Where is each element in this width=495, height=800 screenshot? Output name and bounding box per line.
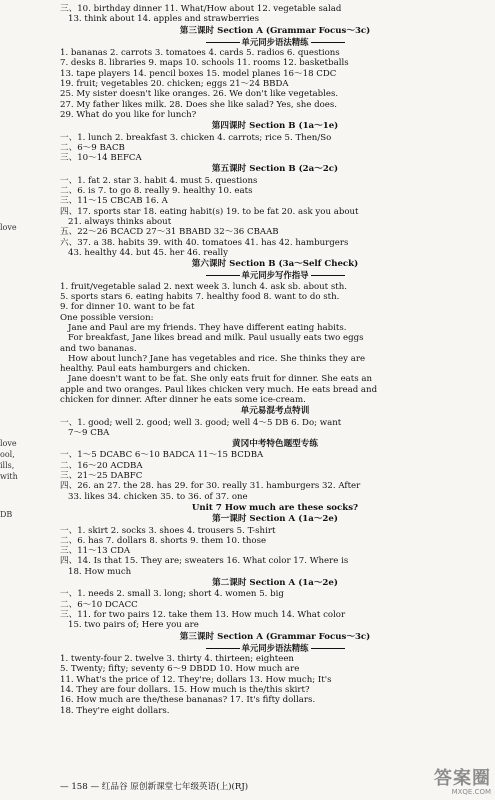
answer-line: 33. likes 34. chicken 35. to 36. of 37. one xyxy=(68,491,248,502)
edge-fragment: love xyxy=(0,439,17,448)
heading-rule xyxy=(206,42,240,43)
section-heading: 第三课时 Section A (Grammar Focus～3c) xyxy=(179,25,371,36)
section-heading: 第五课时 Section B (2a～2c) xyxy=(211,164,339,175)
answer-line: 13. tape players 14. pencil boxes 15. model planes 16～18 CDC xyxy=(60,68,337,79)
answer-line: 7. desks 8. libraries 9. maps 10. schools 11. rooms 12. basketballs xyxy=(60,58,349,69)
subsection-heading xyxy=(60,37,490,47)
section-heading: 第四课时 Section B (1a～1e) xyxy=(211,121,339,132)
answer-line: Jane and Paul are my friends. They have different eating habits. xyxy=(68,322,347,333)
section-heading: Unit 7 How much are these socks? xyxy=(191,502,359,513)
page-footer: — 158 — 红品谷 原创新课堂七年级英语(上)(RJ) xyxy=(60,781,249,792)
answer-line: 四、26. an 27. the 28. has 29. for 30. really 31. hamburgers 32. After xyxy=(60,481,361,492)
section-heading: 第六课时 Section B (3a～Self Check) xyxy=(191,259,359,270)
answer-line: 9. for dinner 10. want to be fat xyxy=(60,302,195,313)
answer-line: 四、14. Is that 15. They are; sweaters 16. What color 17. Where is xyxy=(60,556,349,567)
heading-rule xyxy=(206,275,240,276)
edge-fragment: ool, xyxy=(0,450,15,459)
edge-fragment: with xyxy=(0,472,18,481)
answer-line: 13. think about 14. apples and strawberries xyxy=(68,14,260,25)
watermark-logo xyxy=(405,770,491,796)
answer-line: 5. Twenty; fifty; seventy 6～9 DBDD 10. How much are xyxy=(60,664,300,675)
answer-line: How about lunch? Jane has vegetables and rice. She thinks they are xyxy=(68,353,366,364)
answer-line: 7～9 CBA xyxy=(68,427,110,438)
answer-line: healthy. Paul eats hamburgers and chicken. xyxy=(60,364,251,375)
answer-line: 15. two pairs of; Here you are xyxy=(68,620,199,631)
subsection-heading-text: 单元同步语法精练 xyxy=(241,642,309,653)
edge-fragment: ills, xyxy=(0,461,15,470)
section-heading: 第三课时 Section A (Grammar Focus～3c) xyxy=(179,631,371,642)
answer-line: 25. My sister doesn't like oranges. 26. We don't like vegetables. xyxy=(60,89,339,100)
answer-line: and two bananas. xyxy=(60,343,137,354)
answer-line: 二、6. has 7. dollars 8. shorts 9. them 10. those xyxy=(60,535,267,546)
section-heading: 单元易混考点特训 xyxy=(240,406,310,417)
answer-line: 一、1. skirt 2. socks 3. shoes 4. trousers 5. T-shirt xyxy=(60,525,276,536)
watermark-text: 答案圈 xyxy=(434,768,491,789)
answer-line: 一、1. fat 2. star 3. habit 4. must 5. questions xyxy=(60,175,258,186)
answer-line: 18. They're eight dollars. xyxy=(60,705,170,716)
answer-line: 三、10. birthday dinner 11. What/How about 12. vegetable salad xyxy=(60,4,342,14)
answer-line: 11. What's the price of 12. They're; dollars 13. How much; It's xyxy=(60,674,332,685)
heading-rule xyxy=(311,648,345,649)
answer-line: 三、10～14 BEFCA xyxy=(60,153,142,164)
answer-line: 二、6. is 7. to go 8. really 9. healthy 10. eats xyxy=(60,186,253,197)
answer-line: One possible version: xyxy=(60,312,154,323)
answer-line: 三、21～25 DABFC xyxy=(60,471,143,482)
answer-line: 21. always thinks about xyxy=(68,216,172,227)
heading-rule xyxy=(311,275,345,276)
answer-line: 1. bananas 2. carrots 3. tomatoes 4. cards 5. radios 6. questions xyxy=(60,48,340,59)
answer-line: 三、11～15 CBCAB 16. A xyxy=(60,196,168,207)
answer-line: 二、16～20 ACDBA xyxy=(60,460,143,471)
answer-line: 六、37. a 38. habits 39. with 40. tomatoes 41. has 42. hamburgers xyxy=(60,237,349,248)
answer-content xyxy=(60,4,490,716)
answer-line: 14. They are four dollars. 15. How much is the/this skirt? xyxy=(60,685,310,695)
answer-line: 三、11. for two pairs 12. take them 13. How much 14. What color xyxy=(60,609,346,620)
heading-rule xyxy=(206,648,240,649)
answer-line: 29. What do you like for lunch? xyxy=(60,109,197,120)
section-heading: 第一课时 Section A (1a～2e) xyxy=(212,514,338,525)
section-heading: 黄冈中考特色题型专练 xyxy=(232,439,318,450)
subsection-heading xyxy=(60,270,490,280)
answer-line: 27. My father likes milk. 28. Does she like salad? Yes, she does. xyxy=(60,99,338,110)
answer-line: 三、11～13 CDA xyxy=(60,546,131,557)
answer-line: 一、1. needs 2. small 3. long; short 4. women 5. big xyxy=(60,589,284,600)
answer-line: 一、1. good; well 2. good; well 3. good; well 4～5 DB 6. Do; want xyxy=(60,417,342,428)
edge-fragment: love xyxy=(0,223,17,232)
answer-line: 二、6～10 DCACC xyxy=(60,599,138,610)
answer-line: 1. fruit/vegetable salad 2. next week 3. lunch 4. ask sb. about sth. xyxy=(60,281,347,292)
watermark-url: MXQE.COM xyxy=(451,788,491,796)
heading-rule xyxy=(311,42,345,43)
answer-line: 19. fruit; vegetables 20. chicken; eggs 21～24 BBDA xyxy=(60,79,289,90)
answer-line: 五、22～26 BCACD 27～31 BBABD 32～36 CBAAB xyxy=(60,227,279,238)
answer-line: 1. twenty-four 2. twelve 3. thirty 4. thirteen; eighteen xyxy=(60,654,294,665)
subsection-heading-text: 单元同步语法精练 xyxy=(241,36,309,47)
answer-line: 18. How much xyxy=(68,566,132,577)
answer-line: For breakfast, Jane likes bread and milk. Paul usually eats two eggs xyxy=(68,333,364,344)
answer-line: 一、1～5 DCABC 6～10 BADCA 11～15 BCDBA xyxy=(60,450,264,461)
answer-line: Jane doesn't want to be fat. She only eats fruit for dinner. She eats an xyxy=(68,374,373,385)
answer-line: 16. How much are the/these bananas? 17. It's fifty dollars. xyxy=(60,695,316,706)
section-heading: 第二课时 Section A (1a～2e) xyxy=(212,578,338,589)
edge-fragment: DB xyxy=(0,510,13,519)
subsection-heading xyxy=(60,643,490,653)
answer-line: 二、6～9 BACB xyxy=(60,142,125,153)
answer-line: 5. sports stars 6. eating habits 7. healthy food 8. want to do sth. xyxy=(60,292,340,303)
subsection-heading-text: 单元同步写作指导 xyxy=(241,270,309,281)
answer-line: 43. healthy 44. but 45. her 46. really xyxy=(68,247,229,258)
answer-line: 一、1. lunch 2. breakfast 3. chicken 4. carrots; rice 5. Then/So xyxy=(60,132,332,143)
answer-line: apple and two oranges. Paul likes chicken very much. He eats bread and xyxy=(60,384,378,395)
answer-line: chicken for dinner. After dinner he eats some ice-cream. xyxy=(60,394,306,405)
answer-line: 四、17. sports star 18. eating habit(s) 19. to be fat 20. ask you about xyxy=(60,206,359,217)
